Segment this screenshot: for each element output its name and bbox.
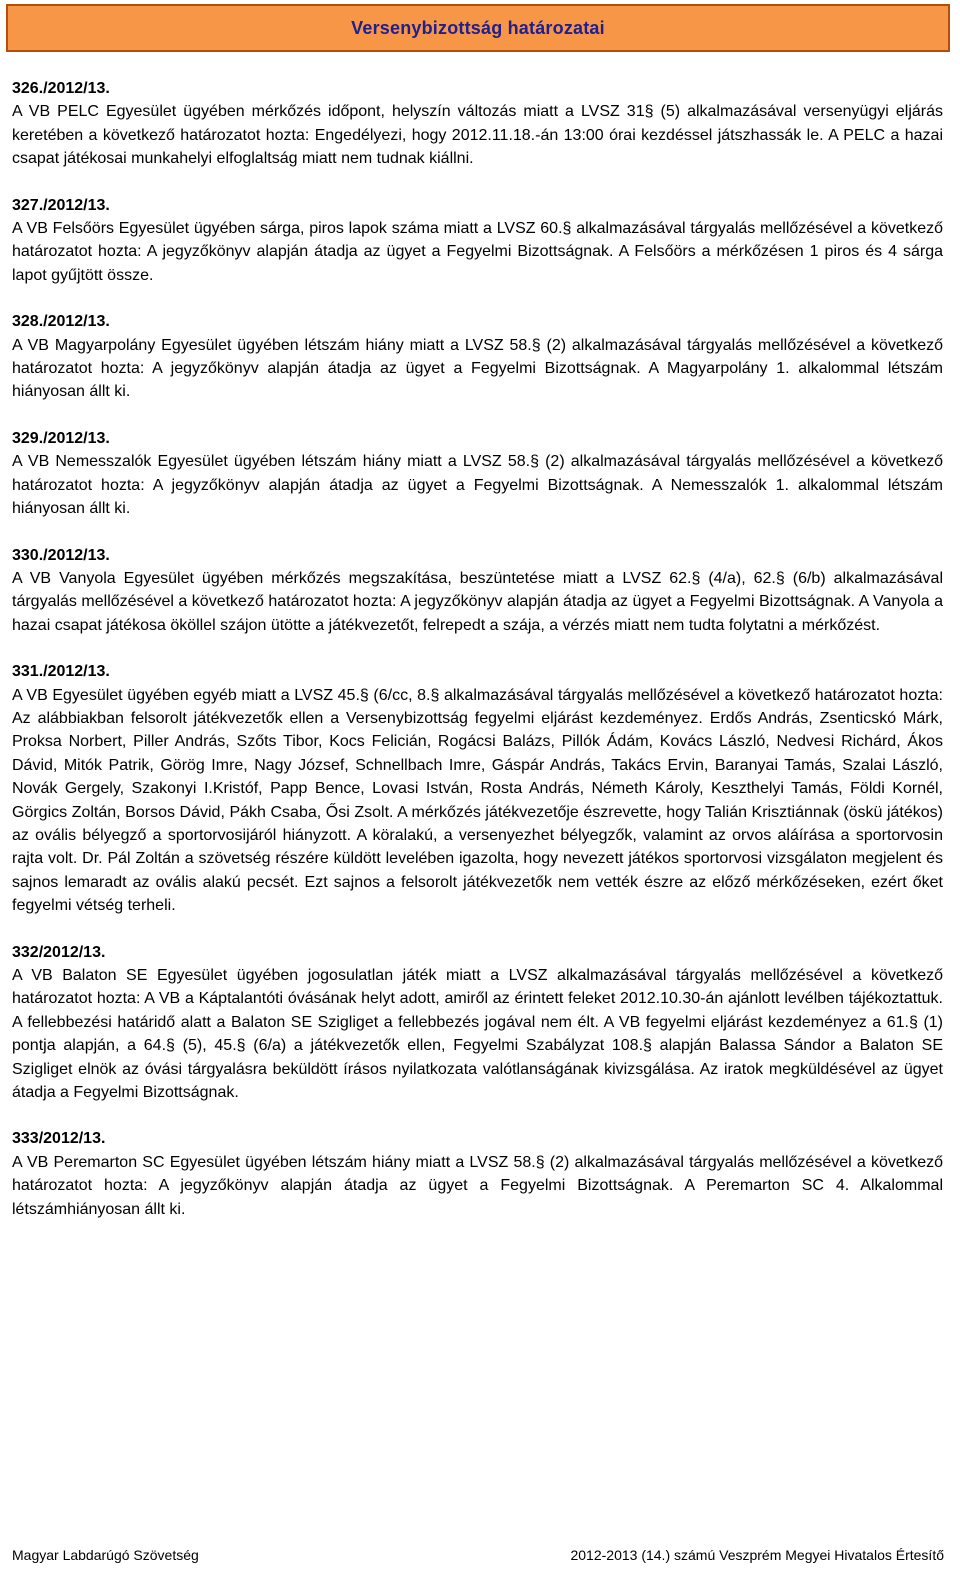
decision-item bbox=[12, 194, 943, 288]
decision-item bbox=[12, 310, 943, 404]
decision-number: 333/2012/13. bbox=[12, 1130, 106, 1148]
decision-item bbox=[12, 427, 943, 521]
decision-text: A VB Vanyola Egyesület ügyében mérkőzés megszakítása, beszüntetése miatt a LVSZ 62.§ (4/a), 62.§ (6/b) alkalmazásával tárgyalás mellőzésével a következő határozatot hozta: A jegyzőkönyv alapján átadja az ügyet a Fegyelmi Bizottságnak. A Vanyola a hazai csapat játékosa ököllel szájon ütötte a játékvezetőt, felrepedt a szája, a vérzés miatt nem tudta folytatni a mérkőzést. bbox=[12, 569, 943, 634]
decision-number: 327./2012/13. bbox=[12, 196, 110, 214]
page-footer bbox=[12, 1546, 944, 1564]
decision-number: 329./2012/13. bbox=[12, 429, 110, 447]
decision-text: A VB Peremarton SC Egyesület ügyében létszám hiány miatt a LVSZ 58.§ (2) alkalmazásával tárgyalás mellőzésével a következő határozatot hozta: A jegyzőkönyv alapján átadja az ügyet a Fegyelmi Bizottságnak. A Peremarton SC 4. Alkalommal létszámhiányosan állt ki. bbox=[12, 1153, 943, 1218]
decision-item bbox=[12, 660, 943, 917]
decision-item bbox=[12, 77, 943, 171]
decision-number: 331./2012/13. bbox=[12, 663, 110, 681]
decision-text: A VB Felsőörs Egyesület ügyében sárga, piros lapok száma miatt a LVSZ 60.§ alkalmazásával tárgyalás mellőzésével a következő határozatot hozta: A jegyzőkönyv alapján átadja az ügyet a Fegyelmi Bizottságnak. A Felsőörs a mérkőzésen 1 piros és 4 sárga lapot gyűjtött össze. bbox=[12, 220, 943, 284]
decision-text: A VB Balaton SE Egyesület ügyében jogosulatlan játék miatt a LVSZ alkalmazásával tárgyalás mellőzésével a következő határozatot hozta: A VB a Káptalantóti óvásának helyt adott, amiről az érintett feleket 2012.10.30-án ajánlott levélben tájékoztattuk. A fellebbezési határidő alatt a Balaton SE Szigliget a fellebbezés jogával nem élt. A VB fegyelmi eljárást kezdeményez a 61.§ (1) pontja alapján, a 64.§ (5), 45.§ (6/a) a játékvezetők ellen, Fegyelmi Szabályzat 108.§ alapján Balassa Sándor a Balaton SE Szigliget elnök az óvási tárgyalásra beküldött írásos nyilatkozata valótlanságának kivizsgálása. Az iratok megküldésével az ügyet átadja a Fegyelmi Bizottságnak. bbox=[12, 967, 943, 1102]
decision-number: 326./2012/13. bbox=[12, 80, 110, 97]
decision-text: A VB Magyarpolány Egyesület ügyében létszám hiány miatt a LVSZ 58.§ (2) alkalmazásával tárgyalás mellőzésével a következő határozatot hozta: A jegyzőkönyv alapján átadja az ügyet a Fegyelmi Bizottságnak. A Magyarpolány 1. alkalommal létszám hiányosan állt ki. bbox=[12, 336, 943, 401]
decision-item bbox=[12, 544, 943, 638]
decision-number: 332/2012/13. bbox=[12, 943, 106, 961]
footer-organization: Magyar Labdarúgó Szövetség bbox=[12, 1547, 199, 1563]
decision-number: 328./2012/13. bbox=[12, 313, 110, 331]
decision-text: A VB PELC Egyesület ügyében mérkőzés időpont, helyszín változás miatt a LVSZ 31§ (5) alkalmazásával versenyügyi eljárás keretében a következő határozatot hozta: Engedélyezi, hogy 2012.11.18.-án 13:00 órai kezdéssel játszhassák le. A PELC a hazai csapat játékosai munkahelyi elfoglaltság miatt nem tudnak kiállni. bbox=[12, 103, 943, 168]
section-header bbox=[6, 4, 950, 52]
decision-number: 330./2012/13. bbox=[12, 546, 110, 564]
section-title: Versenybizottság határozatai bbox=[351, 17, 605, 38]
footer-publication: 2012-2013 (14.) számú Veszprém Megyei Hivatalos Értesítő bbox=[570, 1547, 944, 1563]
decision-text: A VB Egyesület ügyében egyéb miatt a LVSZ 45.§ (6/cc, 8.§ alkalmazásával tárgyalás mellőzésével a következő határozatot hozta: Az alábbiakban felsorolt játékvezetők ellen a Versenybizottság fegyelmi eljárást kezdeményez. Erdős András, Zsenticskó Márk, Proksa Norbert, Piller András, Szőts Tibor, Kocs Felicián, Rogácsi Balázs, Pillók Ádám, Kovács László, Nedvesi Richárd, Ákos Dávid, Mitók Patrik, Görög Imre, Nagy József, Schnellbach Imre, Gáspár András, Takács Ervin, Baranyai Tamás, Szalai László, Novák Gergely, Szakonyi I.Kristóf, Papp Bence, Lovasi István, Rosta András, Németh Károly, Keszthelyi Tamás, Földi Kornél, Görgics Zoltán, Borsos Dávid, Pákh Csaba, Ősi Zsolt. A mérkőzés játékvezetője észrevette, hogy Talián Krisztiánnak (öskü játékos) az ovális bélyegző a sportorvosijáról hiányzott. A köralakú, a versenyezhet bélyegzők, valamint az orvos aláírása a sportorvosin rajta volt. Dr. Pál Zoltán a szövetség részére küldött levelében igazolta, hogy nevezett játékos sportorvosi vizsgálaton megjelent és sajnos lemaradt az ovális alakú pecsét. Ezt sajnos a felsorolt játékvezetők nem vették észre az előző mérkőzéseken, ezért őket fegyelmi vétség terheli. bbox=[12, 686, 943, 915]
decisions-list bbox=[12, 77, 943, 1244]
decision-item bbox=[12, 941, 943, 1105]
decision-item bbox=[12, 1127, 943, 1221]
decision-text: A VB Nemesszalók Egyesület ügyében létszám hiány miatt a LVSZ 58.§ (2) alkalmazásával tárgyalás mellőzésével a következő határozatot hozta: A jegyzőkönyv alapján átadja az ügyet a Fegyelmi Bizottságnak. A Nemesszalók 1. alkalommal létszám hiányosan állt ki. bbox=[12, 453, 943, 518]
